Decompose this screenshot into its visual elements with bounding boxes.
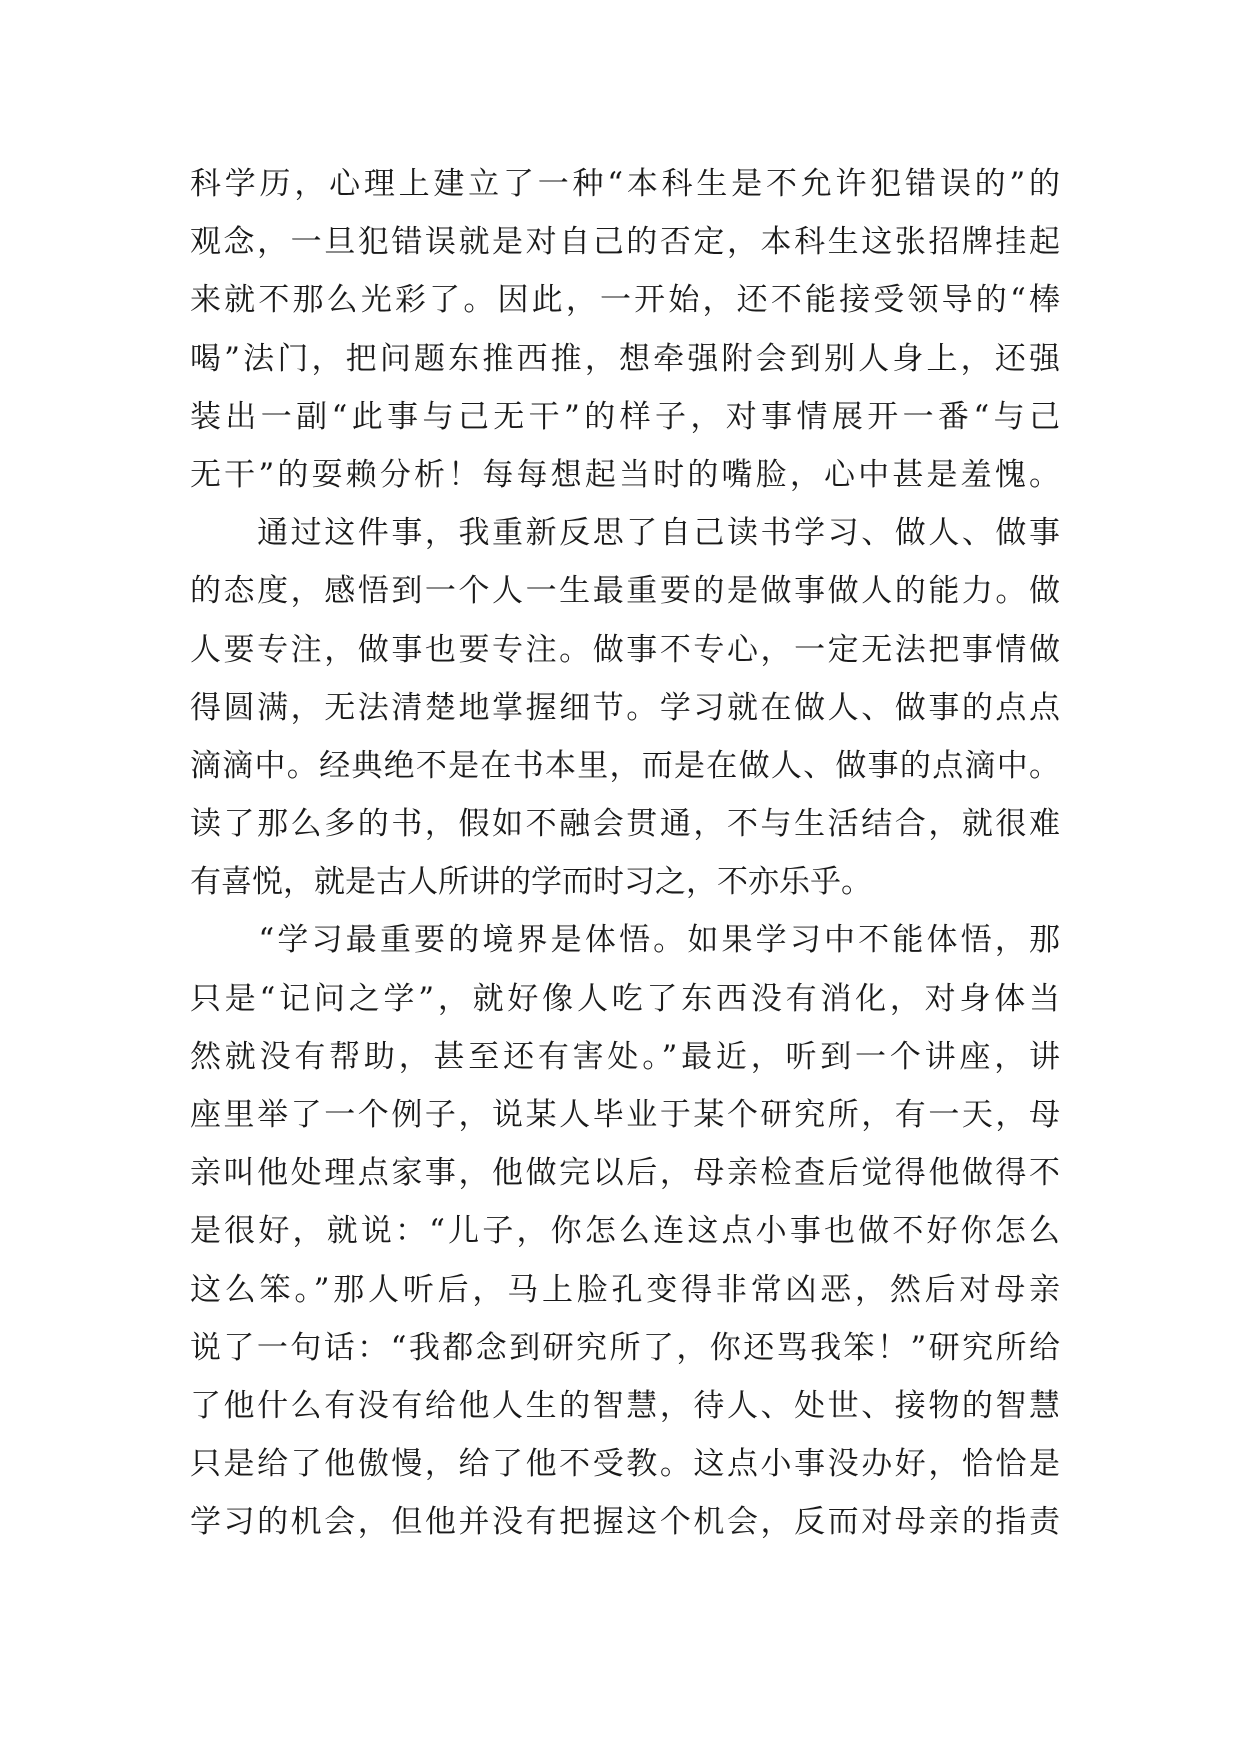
text-line: 这么笨。”那人听后，马上脸孔变得非常凶恶，然后对母亲: [190, 1271, 1060, 1308]
paragraph-2: [190, 504, 1060, 911]
paragraph-1: [190, 155, 1060, 504]
text-line: “学习最重要的境界是体悟。如果学习中不能体悟，那: [190, 922, 1060, 959]
text-line: 只是给了他傲慢，给了他不受教。这点小事没办好，恰恰是: [190, 1446, 1060, 1483]
text-line: 亲叫他处理点家事，他做完以后，母亲检查后觉得他做得不: [190, 1155, 1060, 1192]
text-line: 只是“记问之学”，就好像人吃了东西没有消化，对身体当: [190, 980, 1060, 1017]
text-line: 读了那么多的书，假如不融会贯通，不与生活结合，就很难: [190, 806, 1060, 843]
text-line: 通过这件事，我重新反思了自己读书学习、做人、做事: [190, 515, 1060, 552]
text-line: 人要专注，做事也要专注。做事不专心，一定无法把事情做: [190, 631, 1060, 668]
text-line: 滴滴中。经典绝不是在书本里，而是在做人、做事的点滴中。: [190, 747, 1060, 784]
text-line: 然就没有帮助，甚至还有害处。”最近，听到一个讲座，讲: [190, 1038, 1060, 1075]
paragraph-3: [190, 911, 1060, 1551]
text-line: 观念，一旦犯错误就是对自己的否定，本科生这张招牌挂起: [190, 224, 1060, 261]
text-line: 了他什么有没有给他人生的智慧，待人、处世、接物的智慧: [190, 1387, 1060, 1424]
text-line: 的态度，感悟到一个人一生最重要的是做事做人的能力。做: [190, 573, 1060, 610]
body-text: [190, 155, 1060, 1552]
text-line: 得圆满，无法清楚地掌握细节。学习就在做人、做事的点点: [190, 689, 1060, 726]
text-line: 科学历，心理上建立了一种“本科生是不允许犯错误的”的: [190, 166, 1060, 202]
text-line: 说了一句话：“我都念到研究所了，你还骂我笨！”研究所给: [190, 1329, 1060, 1366]
text-line: 是很好，就说：“儿子，你怎么连这点小事也做不好你怎么: [190, 1213, 1060, 1250]
text-line: 有喜悦，就是古人所讲的学而时习之，不亦乐乎。: [190, 864, 872, 901]
text-line: 装出一副“此事与己无干”的样子，对事情展开一番“与己: [190, 398, 1060, 435]
text-line: 座里举了一个例子，说某人毕业于某个研究所，有一天，母: [190, 1097, 1060, 1133]
text-line: 学习的机会，但他并没有把握这个机会，反而对母亲的指责: [190, 1504, 1060, 1541]
text-line: 无干”的耍赖分析！每每想起当时的嘴脸，心中甚是羞愧。: [190, 456, 1060, 493]
text-line: 喝”法门，把问题东推西推，想牵强附会到别人身上，还强: [190, 340, 1060, 377]
text-line: 来就不那么光彩了。因此，一开始，还不能接受领导的“棒: [190, 282, 1060, 319]
